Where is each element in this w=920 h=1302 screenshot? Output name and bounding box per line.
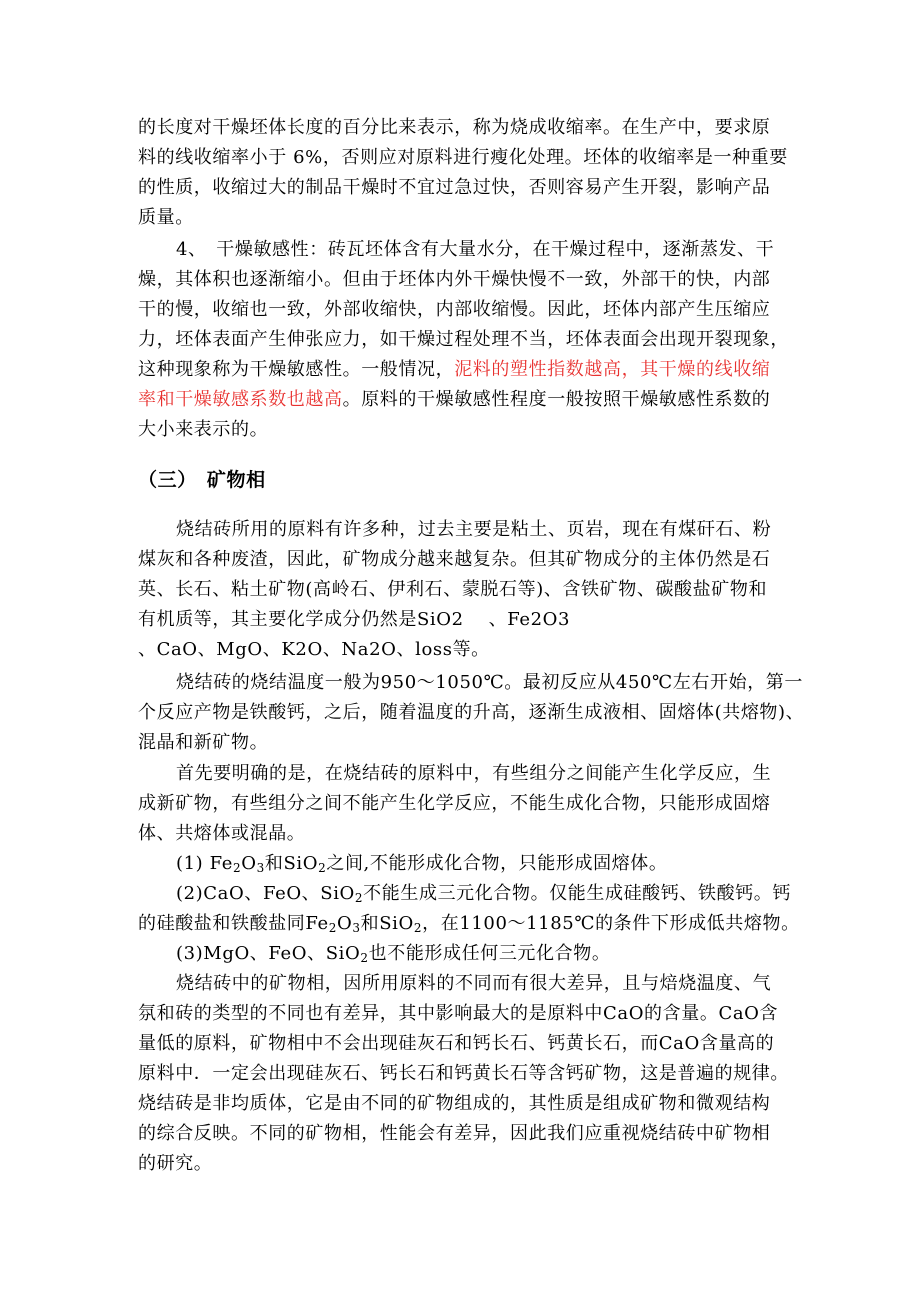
- subscript: 3: [352, 921, 361, 935]
- text-line: 混晶和新矿物。: [138, 732, 269, 753]
- text-span: (3)MgO、FeO、SiO: [176, 943, 361, 964]
- text-span: 的硅酸盐和铁酸盐同Fe: [138, 913, 329, 934]
- highlighted-text: 泥料的塑性指数越高，其干燥的线收缩: [454, 359, 771, 380]
- subscript: 3: [256, 861, 265, 875]
- text-line: 煤灰和各种废渣，因此，矿物成分越来越复杂。但其矿物成分的主体仍然是石: [138, 549, 771, 570]
- text-line: 烧结砖所用的原料有许多种，过去主要是粘土、页岩，现在有煤矸石、粉: [176, 519, 772, 540]
- text-line: 英、长石、粘土矿物(高岭石、伊利石、蒙脱石等)、含铁矿物、碳酸盐矿物和: [138, 579, 768, 600]
- text-line: 力，坯体表面产生伸张应力，如干燥过程处理不当，坯体表面会出现开裂现象，: [138, 329, 789, 350]
- text-line: 的性质，收缩过大的制品干燥时不宜过急过快，否则容易产生开裂，影响产品: [138, 177, 771, 198]
- text-line: 的综合反映。不同的矿物相，性能会有差异，因此我们应重视烧结砖中矿物相: [138, 1123, 771, 1144]
- text-line: 首先要明确的是，在烧结砖的原料中，有些组分之间能产生化学反应，生: [176, 763, 772, 784]
- text-line: 、CaO、MgO、K2O、Na2O、loss等。: [138, 639, 490, 660]
- text-line: 个反应产物是铁酸钙，之后，随着温度的升高，逐渐生成液相、固熔体(共熔物)、: [138, 702, 805, 723]
- list-item: [176, 942, 610, 966]
- text-line: 烧结砖的烧结温度一般为950～1050℃。最初反应从450℃左右开始，第一: [176, 672, 803, 693]
- text-line: 质量。: [138, 207, 194, 228]
- text-line: 体、共熔体或混晶。: [138, 823, 306, 844]
- text-line: 燥，其体积也逐渐缩小。但由于坯体内外干燥快慢不一致，外部干的快，内部: [138, 269, 771, 290]
- text-line: [138, 358, 770, 382]
- subscript: 2: [360, 951, 369, 965]
- subscript: 2: [328, 921, 338, 935]
- text-line: 烧结砖是非均质体，它是由不同的矿物组成的，其性质是组成矿物和微观结构: [138, 1093, 771, 1114]
- text-span: 和SiO: [264, 853, 319, 874]
- list-item: [176, 882, 791, 906]
- text-span: 。原料的干燥敏感性程度一般按照干燥敏感性系数的: [342, 389, 771, 410]
- text-span: 之间,不能形成化合物，只能形成固熔体。: [326, 853, 668, 874]
- text-line: 烧结砖中的矿物相，因所用原料的不同而有很大差异，且与焙烧温度、气: [176, 973, 772, 994]
- subscript: 2: [318, 861, 327, 875]
- list-item: [176, 852, 667, 876]
- text-line: 氛和砖的类型的不同也有差异，其中影响最大的是原料中CaO的含量。CaO含: [138, 1003, 779, 1024]
- highlighted-text: 率和干燥敏感系数也越高: [138, 389, 343, 410]
- text-line: 成新矿物，有些组分之间不能产生化学反应，不能生成化合物，只能形成固熔: [138, 793, 771, 814]
- text-span: O: [241, 853, 257, 874]
- text-span: (1) Fe: [176, 853, 233, 874]
- subscript: 2: [354, 891, 364, 905]
- subscript: 2: [413, 921, 423, 935]
- text-span: O: [337, 913, 353, 934]
- text-line: 的长度对干燥坯体长度的百分比来表示，称为烧成收缩率。在生产中，要求原: [138, 117, 771, 138]
- text-line: [138, 912, 800, 936]
- text-span: 和SiO: [360, 913, 414, 934]
- text-line: 量低的原料，矿物相中不会出现硅灰石和钙长石、钙黄长石，而CaO含量高的: [138, 1033, 775, 1054]
- text-line: 有机质等，其主要化学成分仍然是SiO2 、Fe2O3: [138, 609, 571, 630]
- text-line: 料的线收缩率小于 6%，否则应对原料进行瘦化处理。坯体的收缩率是一种重要: [138, 147, 788, 168]
- text-line: 大小来表示的。: [138, 419, 269, 440]
- text-line: [138, 388, 770, 412]
- text-span: 这种现象称为干燥敏感性。一般情况，: [138, 359, 455, 380]
- text-span: ，在1100～1185℃的条件下形成低共熔物。: [422, 913, 800, 934]
- text-line: 的研究。: [138, 1153, 213, 1174]
- text-span: (2)CaO、FeO、SiO: [176, 883, 355, 904]
- text-span: 也不能形成任何三元化合物。: [368, 943, 611, 964]
- subscript: 2: [232, 861, 242, 875]
- text-span: 不能生成三元化合物。仅能生成硅酸钙、铁酸钙。钙: [363, 883, 791, 904]
- text-line: 原料中．一定会出现硅灰石、钙长石和钙黄长石等含钙矿物，这是普遍的规律。: [138, 1063, 789, 1084]
- text-line: 4、 干燥敏感性：砖瓦坯体含有大量水分，在干燥过程中，逐渐蒸发、干: [176, 239, 775, 260]
- section-heading: （三） 矿物相: [138, 469, 266, 491]
- text-line: 干的慢，收缩也一致，外部收缩快，内部收缩慢。因此，坯体内部产生压缩应: [138, 299, 771, 320]
